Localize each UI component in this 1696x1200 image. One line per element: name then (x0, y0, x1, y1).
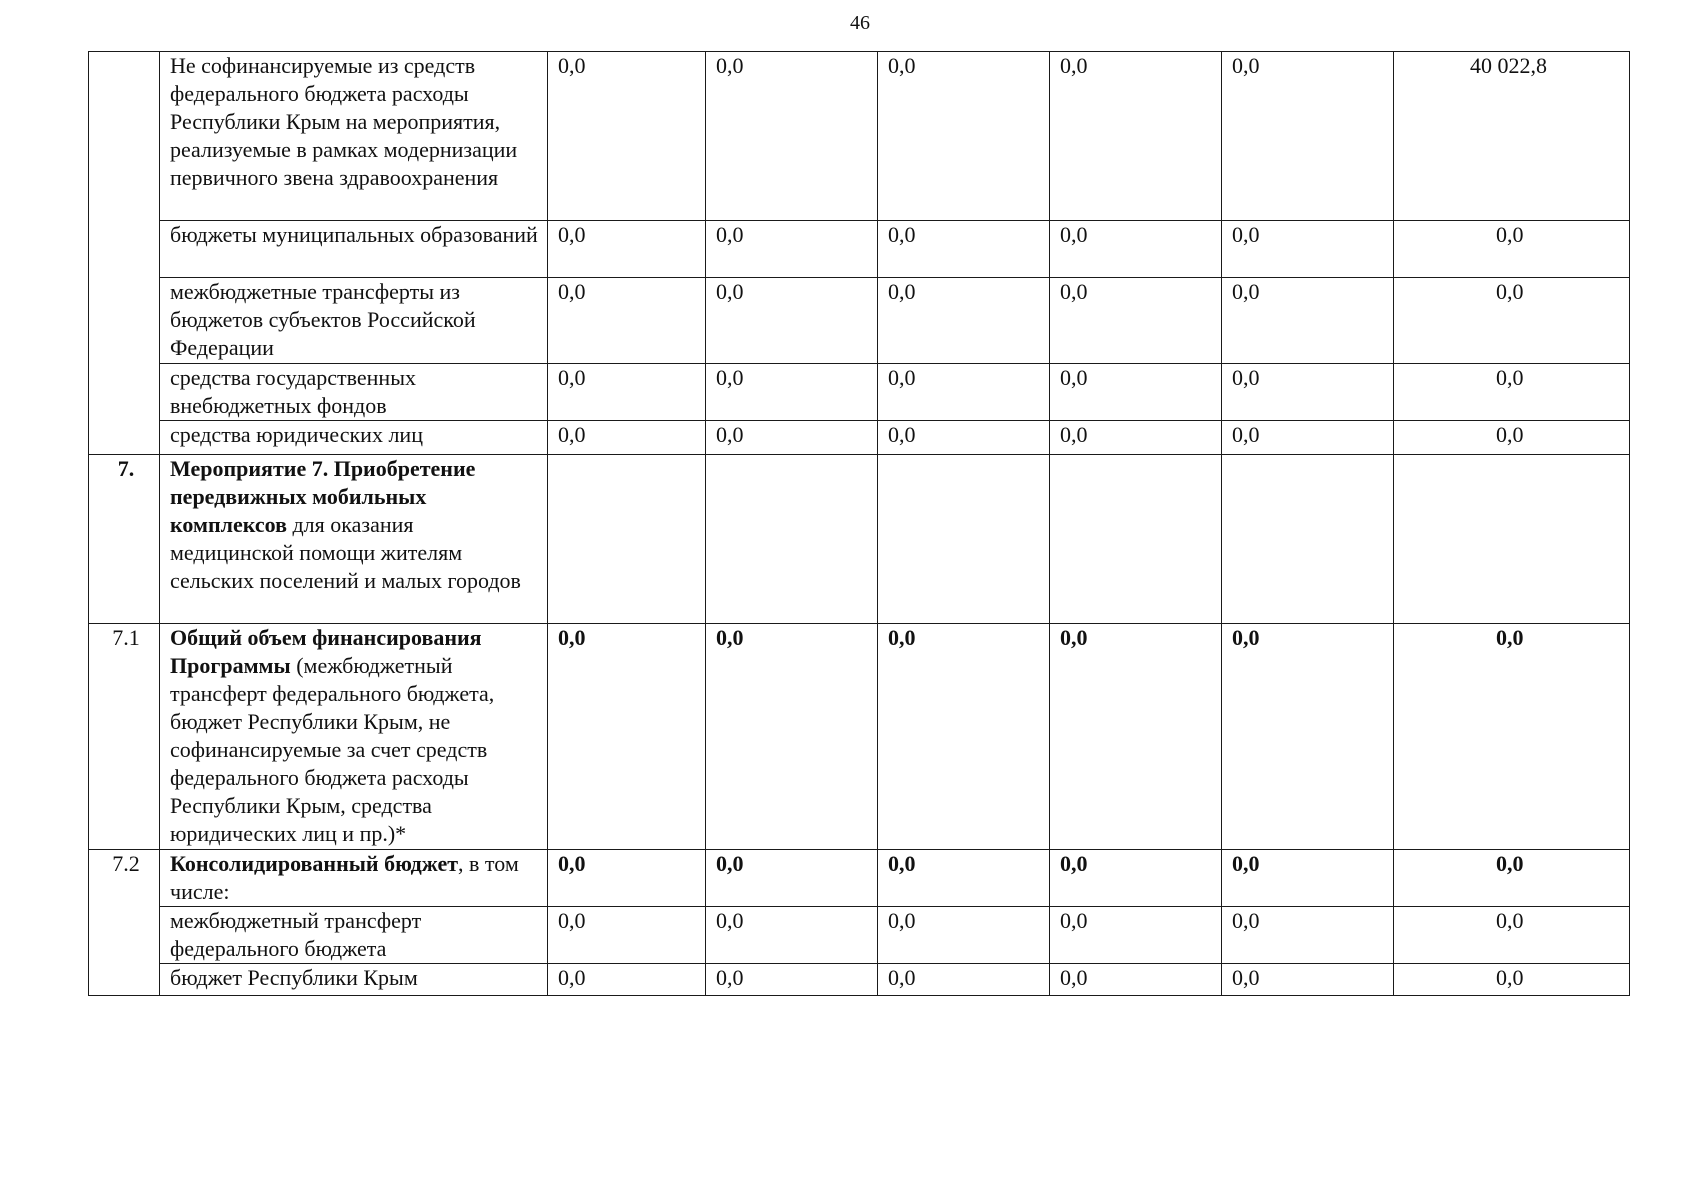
row-description-rest: для оказания медицинской помощи жителям сельских поселений и малых городов (170, 512, 521, 593)
value-cell: 0,0 (548, 421, 706, 455)
value-cell (1222, 455, 1394, 624)
value-cell (548, 455, 706, 624)
row-index: 7. (89, 455, 160, 624)
value-cell: 0,0 (548, 52, 706, 221)
value-cell: 0,0 (1394, 850, 1630, 907)
row-description: Не софинансируемые из средств федерального бюджета расходы Республики Крым на мероприятия, реализуемые в рамках модернизации первичного звена здравоохранения (160, 52, 548, 221)
row-description (160, 850, 548, 907)
value-cell: 0,0 (1050, 907, 1222, 964)
row-index (89, 52, 160, 455)
value-cell: 0,0 (1394, 278, 1630, 364)
table-row (89, 221, 1630, 278)
value-cell: 0,0 (1050, 421, 1222, 455)
value-cell: 0,0 (1394, 624, 1630, 850)
table-row (89, 907, 1630, 964)
row-description: межбюджетный трансферт федерального бюджета (160, 907, 548, 964)
row-description-rest: , в том числе: (170, 851, 519, 904)
row-description: средства юридических лиц (160, 421, 548, 455)
row-description-bold: Общий объем финансирования Программы (170, 625, 482, 678)
row-description (160, 624, 548, 850)
value-cell (706, 455, 878, 624)
row-description: бюджеты муниципальных образований (160, 221, 548, 278)
value-cell: 0,0 (706, 850, 878, 907)
value-cell: 0,0 (706, 221, 878, 278)
table-row (89, 421, 1630, 455)
row-description-rest: (межбюджетный трансферт федерального бюджета, бюджет Республики Крым, не софинансируемые за счет средств федерального бюджета расходы Республики Крым, средства юридических лиц и пр.)* (170, 653, 495, 846)
value-cell: 0,0 (706, 624, 878, 850)
value-cell: 0,0 (1050, 52, 1222, 221)
value-cell: 0,0 (548, 964, 706, 996)
value-cell: 0,0 (1394, 907, 1630, 964)
value-cell: 0,0 (1394, 221, 1630, 278)
row-description: средства государственных внебюджетных фондов (160, 364, 548, 421)
row-description: межбюджетные трансферты из бюджетов субъектов Российской Федерации (160, 278, 548, 364)
table-row (89, 52, 1630, 221)
value-cell: 0,0 (1394, 964, 1630, 996)
value-cell: 0,0 (706, 278, 878, 364)
table-row (89, 455, 1630, 624)
row-description-bold: Консолидированный бюджет (170, 851, 459, 876)
value-cell: 0,0 (878, 421, 1050, 455)
value-cell: 0,0 (706, 964, 878, 996)
value-cell: 0,0 (878, 364, 1050, 421)
table-row (89, 278, 1630, 364)
value-cell: 0,0 (706, 421, 878, 455)
value-cell: 0,0 (1222, 850, 1394, 907)
value-cell: 0,0 (1222, 964, 1394, 996)
value-cell: 0,0 (1394, 364, 1630, 421)
value-cell (878, 455, 1050, 624)
value-cell: 0,0 (1222, 907, 1394, 964)
row-index: 7.2 (89, 850, 160, 996)
value-cell: 0,0 (878, 278, 1050, 364)
value-cell: 0,0 (878, 52, 1050, 221)
value-cell: 0,0 (1050, 364, 1222, 421)
value-cell: 40 022,8 (1394, 52, 1630, 221)
table-row (89, 364, 1630, 421)
table-row (89, 964, 1630, 996)
value-cell: 0,0 (548, 850, 706, 907)
value-cell: 0,0 (1050, 278, 1222, 364)
value-cell: 0,0 (706, 907, 878, 964)
value-cell: 0,0 (1222, 364, 1394, 421)
value-cell: 0,0 (1394, 421, 1630, 455)
value-cell: 0,0 (706, 364, 878, 421)
value-cell: 0,0 (548, 221, 706, 278)
value-cell: 0,0 (1050, 850, 1222, 907)
value-cell: 0,0 (878, 850, 1050, 907)
page-number: 46 (850, 12, 870, 34)
value-cell: 0,0 (1050, 964, 1222, 996)
table-row (89, 850, 1630, 907)
row-description: бюджет Республики Крым (160, 964, 548, 996)
value-cell: 0,0 (1050, 624, 1222, 850)
value-cell: 0,0 (1050, 221, 1222, 278)
value-cell: 0,0 (1222, 52, 1394, 221)
value-cell: 0,0 (1222, 221, 1394, 278)
value-cell: 0,0 (548, 278, 706, 364)
value-cell: 0,0 (878, 221, 1050, 278)
value-cell (1394, 455, 1630, 624)
value-cell: 0,0 (548, 364, 706, 421)
row-description (160, 455, 548, 624)
value-cell: 0,0 (878, 964, 1050, 996)
value-cell (1050, 455, 1222, 624)
row-description-bold: Мероприятие 7. Приобретение передвижных мобильных комплексов (170, 456, 476, 537)
value-cell: 0,0 (548, 907, 706, 964)
row-index: 7.1 (89, 624, 160, 850)
value-cell: 0,0 (548, 624, 706, 850)
value-cell: 0,0 (1222, 278, 1394, 364)
value-cell: 0,0 (878, 907, 1050, 964)
value-cell: 0,0 (878, 624, 1050, 850)
financing-table (88, 51, 1630, 996)
value-cell: 0,0 (706, 52, 878, 221)
table-row (89, 624, 1630, 850)
value-cell: 0,0 (1222, 421, 1394, 455)
value-cell: 0,0 (1222, 624, 1394, 850)
